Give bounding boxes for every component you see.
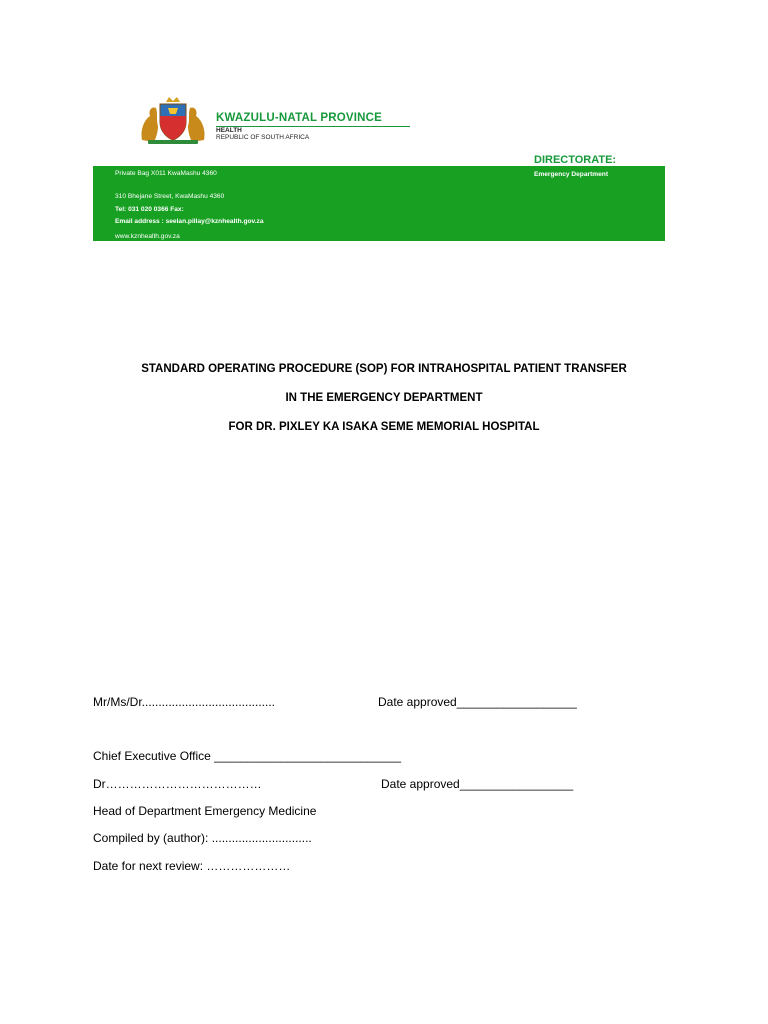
next-review-field: Date for next review: …………………	[93, 859, 291, 873]
approver-name-field: Mr/Ms/Dr........................................	[93, 695, 276, 709]
email-line: Email address : seelan.pillay@kznhealth.gov.za	[115, 218, 264, 225]
address-line-2: 310 Bhejane Street, KwaMashu 4360	[115, 193, 225, 200]
province-name: KWAZULU-NATAL PROVINCE	[216, 112, 383, 124]
compiled-by-field: Compiled by (author): ..............................	[93, 831, 312, 845]
approver-role-ceo: Chief Executive Office ____________________________	[93, 749, 402, 763]
document-title-line-2: IN THE EMERGENCY DEPARTMENT	[285, 392, 483, 404]
document-title-line-3: FOR DR. PIXLEY KA ISAKA SEME MEMORIAL HOSPITAL	[228, 421, 540, 433]
directorate-label: DIRECTORATE:	[534, 154, 617, 166]
directorate-value: Emergency Department	[534, 171, 609, 178]
approver-role-hod: Head of Department Emergency Medicine	[93, 804, 317, 818]
republic-label: REPUBLIC OF SOUTH AFRICA	[216, 134, 310, 141]
province-divider	[216, 126, 410, 127]
date-approved-field-2: Date approved_________________	[381, 777, 574, 791]
hod-name-field: Dr…………………………………	[93, 777, 262, 791]
date-approved-field-1: Date approved__________________	[378, 695, 577, 709]
address-line-1: Private Bag X011 KwaMashu 4360	[115, 170, 217, 177]
tel-fax-line: Tel: 031 020 0366 Fax:	[115, 206, 184, 213]
coat-of-arms-icon	[138, 96, 208, 146]
department-health: HEALTH	[216, 127, 242, 134]
document-title-line-1: STANDARD OPERATING PROCEDURE (SOP) FOR INTRAHOSPITAL PATIENT TRANSFER	[141, 363, 627, 375]
website-link[interactable]: www.kznhealth.gov.za	[115, 233, 180, 240]
